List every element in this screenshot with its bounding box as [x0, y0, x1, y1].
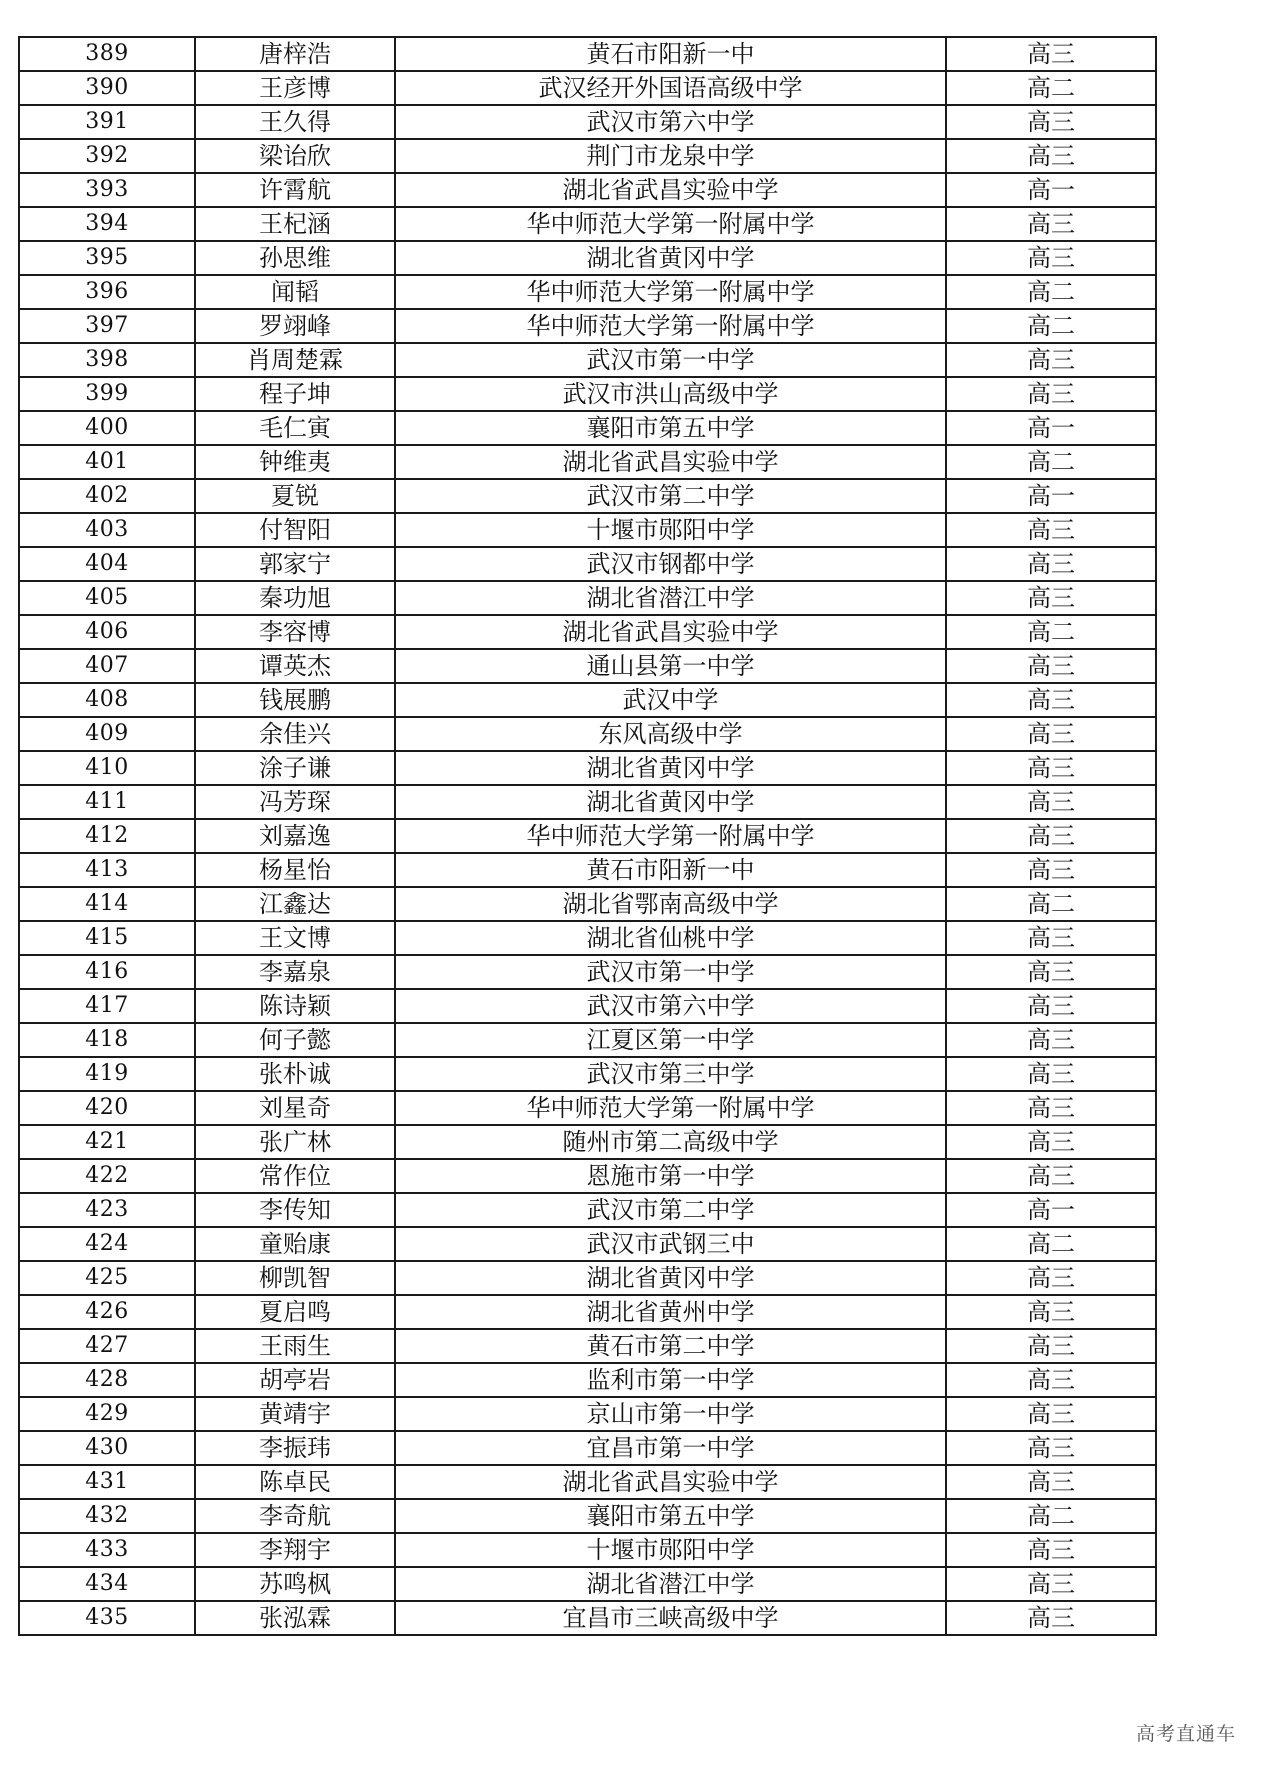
cell-number: 405 [19, 581, 195, 615]
cell-number: 424 [19, 1227, 195, 1261]
table-row [19, 513, 1156, 547]
cell-number: 422 [19, 1159, 195, 1193]
table-row [19, 207, 1156, 241]
table-row [19, 445, 1156, 479]
cell-school: 湖北省黄冈中学 [395, 751, 946, 785]
table-row [19, 1329, 1156, 1363]
table-row [19, 105, 1156, 139]
table-row [19, 1159, 1156, 1193]
cell-grade: 高三 [946, 1125, 1156, 1159]
table-row [19, 1465, 1156, 1499]
cell-number: 414 [19, 887, 195, 921]
cell-number: 433 [19, 1533, 195, 1567]
table-row [19, 1057, 1156, 1091]
cell-number: 389 [19, 37, 195, 71]
table-row [19, 1533, 1156, 1567]
cell-number: 431 [19, 1465, 195, 1499]
cell-grade: 高三 [946, 1295, 1156, 1329]
cell-number: 410 [19, 751, 195, 785]
cell-name: 王久得 [195, 105, 395, 139]
roster-sheet [18, 36, 1157, 1636]
cell-school: 湖北省潜江中学 [395, 1567, 946, 1601]
table-row [19, 1397, 1156, 1431]
cell-name: 李翔宇 [195, 1533, 395, 1567]
cell-grade: 高三 [946, 1363, 1156, 1397]
table-row [19, 1431, 1156, 1465]
roster-body [19, 37, 1156, 1635]
cell-grade: 高三 [946, 513, 1156, 547]
cell-school: 十堰市郧阳中学 [395, 1533, 946, 1567]
cell-number: 394 [19, 207, 195, 241]
cell-grade: 高三 [946, 751, 1156, 785]
cell-name: 常作位 [195, 1159, 395, 1193]
cell-number: 411 [19, 785, 195, 819]
cell-school: 华中师范大学第一附属中学 [395, 275, 946, 309]
cell-name: 王雨生 [195, 1329, 395, 1363]
cell-name: 张泓霖 [195, 1601, 395, 1635]
cell-name: 许霄航 [195, 173, 395, 207]
cell-number: 409 [19, 717, 195, 751]
cell-school: 湖北省黄冈中学 [395, 241, 946, 275]
cell-school: 华中师范大学第一附属中学 [395, 1091, 946, 1125]
table-row [19, 479, 1156, 513]
cell-grade: 高一 [946, 173, 1156, 207]
cell-name: 张朴诚 [195, 1057, 395, 1091]
cell-school: 武汉市武钢三中 [395, 1227, 946, 1261]
cell-school: 荆门市龙泉中学 [395, 139, 946, 173]
cell-number: 391 [19, 105, 195, 139]
table-row [19, 1601, 1156, 1635]
cell-name: 肖周楚霖 [195, 343, 395, 377]
cell-grade: 高三 [946, 207, 1156, 241]
table-row [19, 649, 1156, 683]
table-row [19, 1567, 1156, 1601]
cell-number: 415 [19, 921, 195, 955]
cell-grade: 高三 [946, 853, 1156, 887]
cell-name: 王杞涵 [195, 207, 395, 241]
cell-school: 华中师范大学第一附属中学 [395, 819, 946, 853]
cell-grade: 高一 [946, 1193, 1156, 1227]
cell-number: 417 [19, 989, 195, 1023]
cell-number: 397 [19, 309, 195, 343]
cell-name: 童贻康 [195, 1227, 395, 1261]
cell-number: 396 [19, 275, 195, 309]
cell-grade: 高三 [946, 1159, 1156, 1193]
cell-grade: 高三 [946, 819, 1156, 853]
cell-name: 王文博 [195, 921, 395, 955]
cell-school: 武汉经开外国语高级中学 [395, 71, 946, 105]
cell-name: 余佳兴 [195, 717, 395, 751]
cell-name: 唐梓浩 [195, 37, 395, 71]
cell-school: 湖北省仙桃中学 [395, 921, 946, 955]
cell-name: 刘嘉逸 [195, 819, 395, 853]
cell-name: 梁诒欣 [195, 139, 395, 173]
cell-school: 恩施市第一中学 [395, 1159, 946, 1193]
cell-grade: 高三 [946, 377, 1156, 411]
cell-school: 武汉市洪山高级中学 [395, 377, 946, 411]
cell-grade: 高一 [946, 411, 1156, 445]
cell-school: 湖北省武昌实验中学 [395, 445, 946, 479]
cell-grade: 高二 [946, 309, 1156, 343]
cell-school: 襄阳市第五中学 [395, 1499, 946, 1533]
table-row [19, 989, 1156, 1023]
cell-school: 武汉市第一中学 [395, 955, 946, 989]
cell-grade: 高三 [946, 921, 1156, 955]
cell-grade: 高三 [946, 1397, 1156, 1431]
cell-number: 412 [19, 819, 195, 853]
cell-number: 390 [19, 71, 195, 105]
cell-grade: 高二 [946, 1499, 1156, 1533]
cell-school: 宜昌市三峡高级中学 [395, 1601, 946, 1635]
cell-school: 江夏区第一中学 [395, 1023, 946, 1057]
cell-number: 399 [19, 377, 195, 411]
cell-grade: 高三 [946, 1329, 1156, 1363]
cell-number: 427 [19, 1329, 195, 1363]
cell-grade: 高三 [946, 1533, 1156, 1567]
cell-school: 武汉中学 [395, 683, 946, 717]
cell-school: 东风高级中学 [395, 717, 946, 751]
cell-number: 432 [19, 1499, 195, 1533]
cell-number: 434 [19, 1567, 195, 1601]
cell-grade: 高二 [946, 1227, 1156, 1261]
table-row [19, 615, 1156, 649]
cell-grade: 高二 [946, 615, 1156, 649]
cell-school: 随州市第二高级中学 [395, 1125, 946, 1159]
table-row [19, 1295, 1156, 1329]
cell-grade: 高三 [946, 1261, 1156, 1295]
cell-number: 395 [19, 241, 195, 275]
cell-number: 420 [19, 1091, 195, 1125]
cell-school: 湖北省黄冈中学 [395, 1261, 946, 1295]
cell-grade: 高一 [946, 479, 1156, 513]
cell-number: 428 [19, 1363, 195, 1397]
table-row [19, 309, 1156, 343]
cell-number: 401 [19, 445, 195, 479]
cell-name: 夏启鸣 [195, 1295, 395, 1329]
cell-name: 秦功旭 [195, 581, 395, 615]
cell-number: 408 [19, 683, 195, 717]
cell-grade: 高三 [946, 1023, 1156, 1057]
cell-name: 钱展鹏 [195, 683, 395, 717]
cell-number: 403 [19, 513, 195, 547]
cell-name: 李奇航 [195, 1499, 395, 1533]
cell-name: 李容博 [195, 615, 395, 649]
table-row [19, 887, 1156, 921]
cell-grade: 高三 [946, 547, 1156, 581]
cell-school: 湖北省武昌实验中学 [395, 615, 946, 649]
table-row [19, 853, 1156, 887]
cell-school: 华中师范大学第一附属中学 [395, 207, 946, 241]
cell-number: 418 [19, 1023, 195, 1057]
table-row [19, 377, 1156, 411]
cell-name: 李传知 [195, 1193, 395, 1227]
cell-number: 423 [19, 1193, 195, 1227]
cell-school: 湖北省黄州中学 [395, 1295, 946, 1329]
table-row [19, 173, 1156, 207]
cell-grade: 高三 [946, 955, 1156, 989]
cell-name: 杨星怡 [195, 853, 395, 887]
table-row [19, 1499, 1156, 1533]
cell-name: 苏鸣枫 [195, 1567, 395, 1601]
cell-grade: 高二 [946, 887, 1156, 921]
cell-school: 湖北省武昌实验中学 [395, 173, 946, 207]
cell-school: 湖北省武昌实验中学 [395, 1465, 946, 1499]
cell-number: 421 [19, 1125, 195, 1159]
cell-school: 武汉市第六中学 [395, 989, 946, 1023]
cell-grade: 高三 [946, 241, 1156, 275]
cell-number: 404 [19, 547, 195, 581]
table-row [19, 1261, 1156, 1295]
cell-school: 黄石市阳新一中 [395, 37, 946, 71]
cell-name: 程子坤 [195, 377, 395, 411]
cell-grade: 高三 [946, 581, 1156, 615]
cell-number: 398 [19, 343, 195, 377]
table-row [19, 717, 1156, 751]
cell-name: 黄靖宇 [195, 1397, 395, 1431]
cell-name: 冯芳琛 [195, 785, 395, 819]
cell-school: 京山市第一中学 [395, 1397, 946, 1431]
cell-name: 胡亭岩 [195, 1363, 395, 1397]
table-row [19, 819, 1156, 853]
cell-school: 监利市第一中学 [395, 1363, 946, 1397]
cell-school: 武汉市第一中学 [395, 343, 946, 377]
cell-grade: 高三 [946, 37, 1156, 71]
cell-name: 涂子谦 [195, 751, 395, 785]
cell-school: 武汉市第三中学 [395, 1057, 946, 1091]
watermark-text: 高考直通车 [1136, 1723, 1237, 1745]
cell-grade: 高三 [946, 1567, 1156, 1601]
cell-number: 425 [19, 1261, 195, 1295]
table-row [19, 785, 1156, 819]
cell-name: 李嘉泉 [195, 955, 395, 989]
table-row [19, 581, 1156, 615]
table-row [19, 683, 1156, 717]
table-row [19, 275, 1156, 309]
table-row [19, 1363, 1156, 1397]
cell-school: 武汉市钢都中学 [395, 547, 946, 581]
cell-grade: 高三 [946, 343, 1156, 377]
cell-grade: 高三 [946, 139, 1156, 173]
cell-school: 黄石市第二中学 [395, 1329, 946, 1363]
cell-number: 416 [19, 955, 195, 989]
table-row [19, 71, 1156, 105]
cell-number: 413 [19, 853, 195, 887]
cell-grade: 高三 [946, 1431, 1156, 1465]
cell-name: 谭英杰 [195, 649, 395, 683]
cell-name: 江鑫达 [195, 887, 395, 921]
cell-number: 419 [19, 1057, 195, 1091]
cell-name: 柳凯智 [195, 1261, 395, 1295]
cell-school: 湖北省鄂南高级中学 [395, 887, 946, 921]
cell-grade: 高三 [946, 683, 1156, 717]
cell-number: 392 [19, 139, 195, 173]
cell-number: 407 [19, 649, 195, 683]
cell-name: 刘星奇 [195, 1091, 395, 1125]
cell-school: 通山县第一中学 [395, 649, 946, 683]
cell-school: 襄阳市第五中学 [395, 411, 946, 445]
cell-number: 406 [19, 615, 195, 649]
cell-school: 黄石市阳新一中 [395, 853, 946, 887]
cell-grade: 高二 [946, 71, 1156, 105]
cell-name: 毛仁寅 [195, 411, 395, 445]
cell-grade: 高三 [946, 717, 1156, 751]
cell-name: 罗翊峰 [195, 309, 395, 343]
cell-name: 陈卓民 [195, 1465, 395, 1499]
cell-grade: 高三 [946, 785, 1156, 819]
table-row [19, 1227, 1156, 1261]
cell-name: 孙思维 [195, 241, 395, 275]
cell-school: 宜昌市第一中学 [395, 1431, 946, 1465]
table-row [19, 955, 1156, 989]
cell-number: 430 [19, 1431, 195, 1465]
table-row [19, 1125, 1156, 1159]
cell-name: 钟维夷 [195, 445, 395, 479]
cell-school: 华中师范大学第一附属中学 [395, 309, 946, 343]
cell-grade: 高三 [946, 1091, 1156, 1125]
cell-name: 张广林 [195, 1125, 395, 1159]
table-row [19, 37, 1156, 71]
cell-grade: 高二 [946, 275, 1156, 309]
cell-name: 夏锐 [195, 479, 395, 513]
table-row [19, 751, 1156, 785]
cell-number: 429 [19, 1397, 195, 1431]
cell-name: 李振玮 [195, 1431, 395, 1465]
cell-name: 付智阳 [195, 513, 395, 547]
cell-school: 武汉市第六中学 [395, 105, 946, 139]
table-row [19, 343, 1156, 377]
cell-school: 湖北省潜江中学 [395, 581, 946, 615]
cell-name: 王彦博 [195, 71, 395, 105]
cell-grade: 高三 [946, 1465, 1156, 1499]
cell-grade: 高三 [946, 1057, 1156, 1091]
roster-table [18, 36, 1157, 1636]
cell-number: 435 [19, 1601, 195, 1635]
cell-school: 武汉市第二中学 [395, 1193, 946, 1227]
cell-number: 400 [19, 411, 195, 445]
cell-name: 闻韬 [195, 275, 395, 309]
cell-name: 陈诗颖 [195, 989, 395, 1023]
table-row [19, 139, 1156, 173]
cell-name: 何子懿 [195, 1023, 395, 1057]
cell-school: 武汉市第二中学 [395, 479, 946, 513]
cell-grade: 高三 [946, 989, 1156, 1023]
cell-school: 湖北省黄冈中学 [395, 785, 946, 819]
cell-number: 426 [19, 1295, 195, 1329]
cell-name: 郭家宁 [195, 547, 395, 581]
cell-grade: 高二 [946, 445, 1156, 479]
cell-school: 十堰市郧阳中学 [395, 513, 946, 547]
table-row [19, 1023, 1156, 1057]
table-row [19, 241, 1156, 275]
table-row [19, 1193, 1156, 1227]
table-row [19, 921, 1156, 955]
table-row [19, 1091, 1156, 1125]
cell-number: 393 [19, 173, 195, 207]
cell-number: 402 [19, 479, 195, 513]
table-row [19, 411, 1156, 445]
cell-grade: 高三 [946, 1601, 1156, 1635]
cell-grade: 高三 [946, 649, 1156, 683]
cell-grade: 高三 [946, 105, 1156, 139]
table-row [19, 547, 1156, 581]
